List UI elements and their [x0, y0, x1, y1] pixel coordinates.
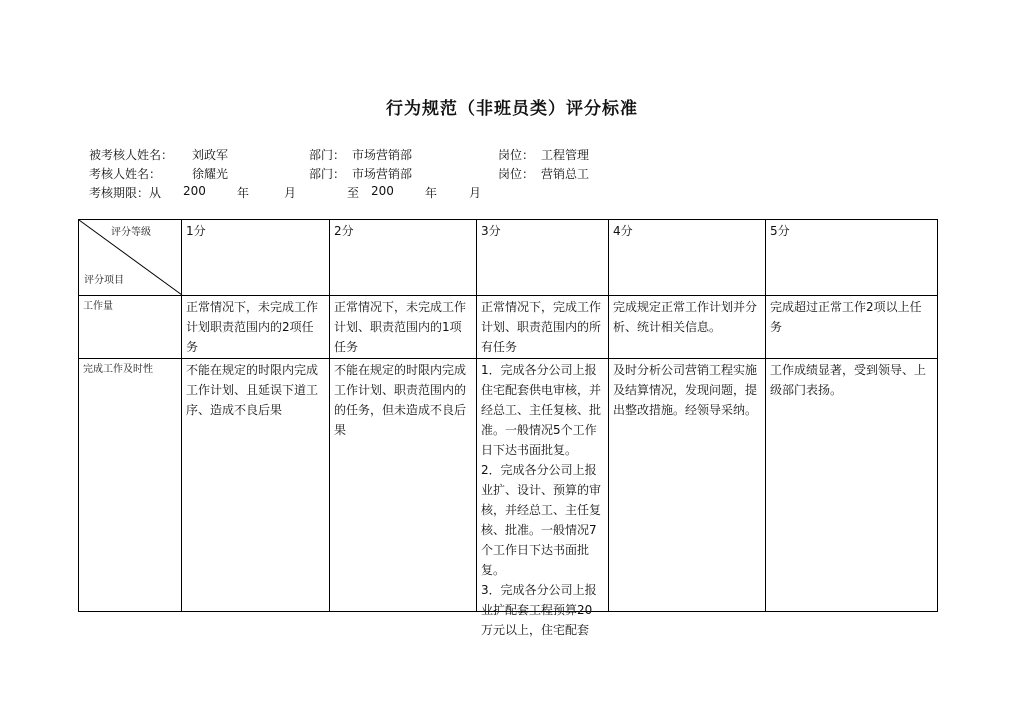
- level-header: 2分: [330, 220, 477, 296]
- level-header: 4分: [609, 220, 766, 296]
- period-to-year: 200: [371, 184, 394, 198]
- dept-label-1: 部门：: [309, 148, 346, 162]
- level-header: 3分: [477, 220, 609, 296]
- criteria-item: 3．完成各分公司上报业扩配套工程预算20万元以上，住宅配套: [481, 583, 597, 637]
- table-cell: 完成超过正常工作2项以上任务: [766, 296, 938, 359]
- post-value-1: 工程管理: [541, 148, 590, 162]
- examinee-name: 刘政军: [192, 148, 229, 162]
- examiner-name: 徐耀光: [192, 167, 229, 181]
- period-month-char-1: 月: [284, 186, 297, 200]
- table-cell: 不能在规定的时限内完成工作计划、且延误下道工序、造成不良后果: [182, 359, 330, 612]
- post-label-1: 岗位：: [498, 148, 535, 162]
- table-cell-level3-list: [477, 359, 609, 637]
- corner-label-levels: 评分等级: [111, 227, 151, 238]
- dept-value-1: 市场营销部: [352, 148, 413, 162]
- period-to-char: 至: [347, 186, 360, 200]
- table-cell: 正常情况下，未完成工作计划职责范围内的2项任务: [182, 296, 330, 359]
- table-cell: 正常情况下，未完成工作计划、职责范围内的1项任务: [330, 296, 477, 359]
- dept-label-2: 部门：: [309, 167, 346, 181]
- post-value-2: 营销总工: [541, 167, 590, 181]
- period-year-char-2: 年: [425, 186, 438, 200]
- criteria-item: 1．完成各分公司上报住宅配套供电审核，并经总工、主任复核、批准。一般情况5个工作日下达书面批复。: [481, 363, 602, 457]
- row-label-workload: 工作量: [79, 296, 182, 359]
- table-cell: 正常情况下，完成工作计划、职责范围内的所有任务: [477, 296, 609, 359]
- table-cell: 不能在规定的时限内完成工作计划、职责范围内的的任务，但未造成不良后果: [330, 359, 477, 612]
- period-label: 考核期限：从: [89, 186, 162, 200]
- level-header: 5分: [766, 220, 938, 296]
- table-row: [79, 359, 938, 612]
- criteria-item: 2．完成各分公司上报业扩、设计、预算的审核，并经总工、主任复核、批准。一般情况7个工作日下达书面批复。: [481, 463, 602, 577]
- corner-header-cell: [79, 220, 182, 296]
- table-cell: 完成规定正常工作计划并分析、统计相关信息。: [609, 296, 766, 359]
- row-label-timeliness: 完成工作及时性: [79, 359, 182, 612]
- document-title: 行为规范（非班员类）评分标准: [386, 99, 638, 119]
- examinee-label: 被考核人姓名：: [89, 148, 174, 162]
- period-month-char-2: 月: [469, 186, 482, 200]
- dept-value-2: 市场营销部: [352, 167, 413, 181]
- table-header-row: [79, 220, 938, 296]
- period-year-char-1: 年: [237, 186, 250, 200]
- corner-label-items: 评分项目: [84, 275, 124, 286]
- table-row: [79, 296, 938, 359]
- scoring-table: [78, 219, 938, 637]
- examiner-label: 考核人姓名：: [89, 167, 162, 181]
- table-cell: 及时分析公司营销工程实施及结算情况，发现问题，提出整改措施。经领导采纳。: [609, 359, 766, 612]
- table-cell: 工作成绩显著，受到领导、上级部门表扬。: [766, 359, 938, 612]
- period-from-year: 200: [183, 184, 206, 198]
- level-header: 1分: [182, 220, 330, 296]
- post-label-2: 岗位：: [498, 167, 535, 181]
